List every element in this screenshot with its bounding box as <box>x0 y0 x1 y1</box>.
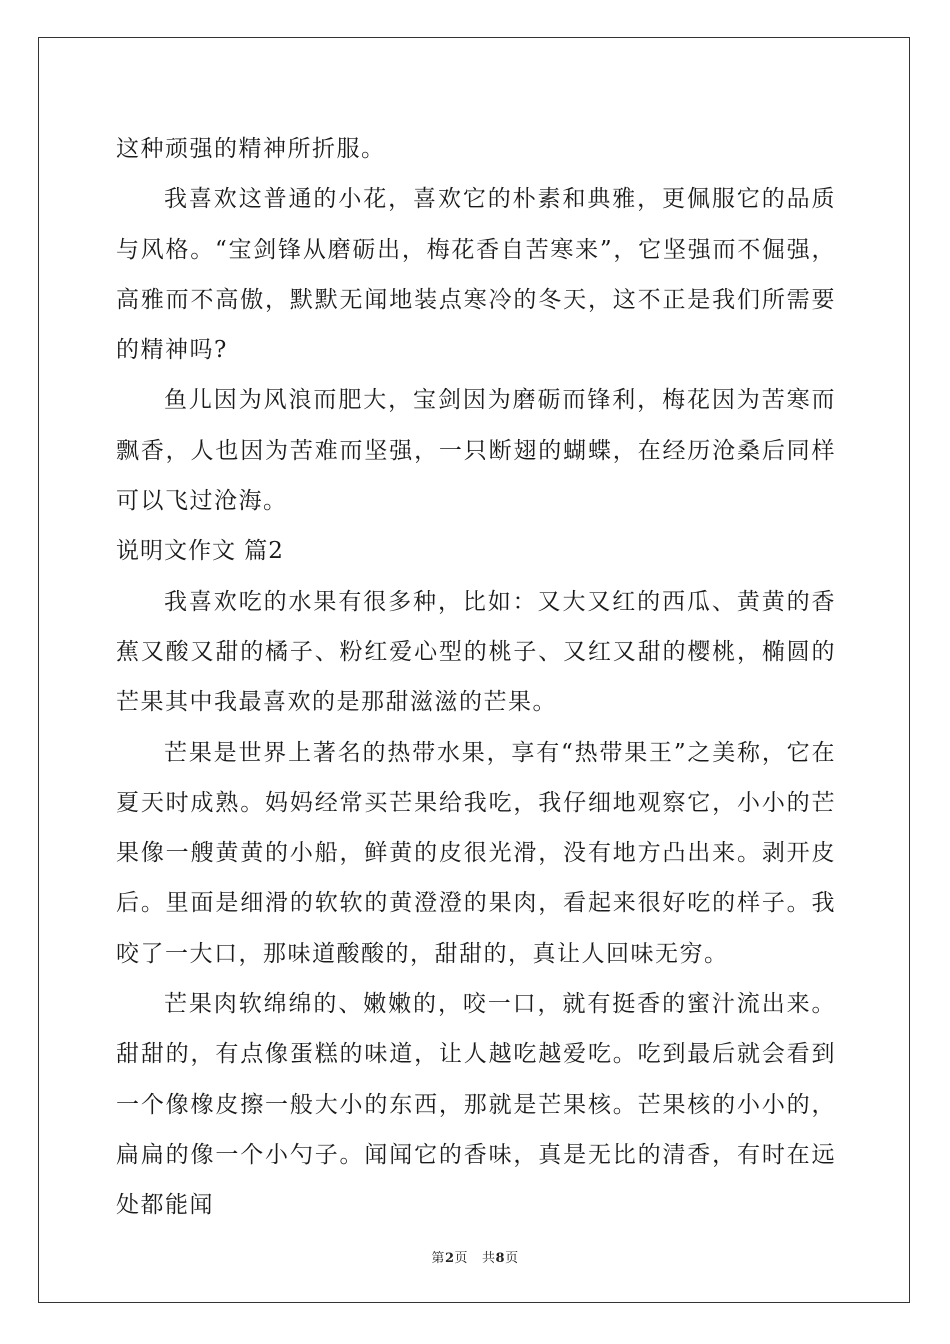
paragraph: 鱼儿因为风浪而肥大，宝剑因为磨砺而锋利，梅花因为苦寒而飘香，人也因为苦难而坚强，一只断翅的蝴蝶，在经历沧桑后同样可以飞过沧海。 <box>116 387 836 515</box>
paragraph-continuation: 这种顽强的精神所折服。 <box>116 136 386 162</box>
total-page-number: 8 <box>495 1251 506 1266</box>
document-body <box>116 124 836 1231</box>
paragraph: 我喜欢吃的水果有很多种，比如：又大又红的西瓜、黄黄的香蕉又酸又甜的橘子、粉红爱心型的桃子、又红又甜的樱桃，椭圆的芒果其中我最喜欢的是那甜滋滋的芒果。 <box>116 588 836 716</box>
page-prefix: 第 <box>431 1251 445 1266</box>
page-suffix: 页 <box>454 1251 468 1266</box>
current-page-number: 2 <box>444 1251 455 1266</box>
total-prefix: 共 <box>482 1251 496 1266</box>
page-footer <box>0 1247 950 1266</box>
paragraph: 芒果是世界上著名的热带水果，享有“热带果王”之美称，它在夏天时成熟。妈妈经常买芒果给我吃，我仔细地观察它，小小的芒果像一艘黄黄的小船，鲜黄的皮很光滑，没有地方凸出来。剥开皮后。里面是细滑的软软的黄澄澄的果肉，看起来很好吃的样子。我咬了一大口，那味道酸酸的，甜甜的，真让人回味无穷。 <box>116 739 836 967</box>
paragraph: 芒果肉软绵绵的、嫩嫩的，咬一口，就有挺香的蜜汁流出来。甜甜的，有点像蛋糕的味道，让人越吃越爱吃。吃到最后就会看到一个像橡皮擦一般大小的东西，那就是芒果核。芒果核的小小的，扁扁的像一个小勺子。闻闻它的香味，真是无比的清香，有时在远处都能闻 <box>116 991 836 1219</box>
paragraph: 我喜欢这普通的小花，喜欢它的朴素和典雅，更佩服它的品质与风格。“宝剑锋从磨砺出，梅花香自苦寒来”，它坚强而不倔强，高雅而不高傲，默默无闻地装点寒冷的冬天，这不正是我们所需要的精神吗? <box>116 186 836 364</box>
section-heading: 说明文作文 篇2 <box>116 538 284 565</box>
total-suffix: 页 <box>505 1251 519 1266</box>
